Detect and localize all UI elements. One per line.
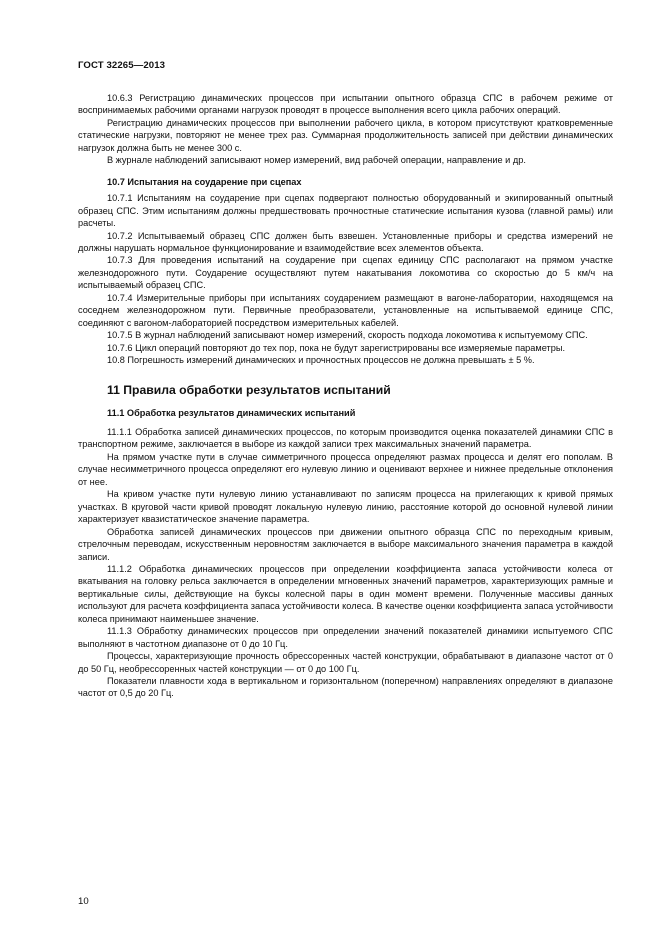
page-number: 10	[78, 896, 89, 907]
paragraph: 11.1.2 Обработка динамических процессов при определении коэффициента запаса устойчивости колеса от вкатывания на головку рельса заключается в определении мгновенных значений параметров, характеризующих рамные и вертикальные силы, действующие на буксы колесной пары в один момент времени. Полученные массивы данных используют для расчета коэффициента запаса устойчивости колеса. В качестве оценки коэффициента запаса устойчивости колеса принимают наименьшее значение.	[78, 563, 613, 624]
paragraph: Регистрацию динамических процессов при выполнении рабочего цикла, в котором присутствуют кратковременные статические нагрузки, повторяют не менее трех раз. Суммарная продолжительность записей при действии динамических нагрузок должна быть не менее 300 с.	[78, 117, 613, 153]
paragraph: Процессы, характеризующие прочность обрессоренных частей конструкции, обрабатывают в диапазоне частот от 0 до 50 Гц, необрессоренных частей конструкции — от 0 до 100 Гц.	[78, 651, 613, 674]
paragraph: 10.8 Погрешность измерений динамических и прочностных процессов не должна превышать ± 5 %.	[107, 355, 535, 366]
paragraph: 11.1.1 Обработка записей динамических процессов, по которым производится оценка показателей динамики СПС в транспортном режиме, заключается в выборе из каждой записи трех максимальных значений параметра.	[78, 426, 613, 450]
paragraph: На кривом участке пути нулевую линию устанавливают по записям процесса на прилегающих к кривой прямых участках. В круговой части кривой проводят локальную нулевую линию, расстояние которой до основной нулевой линии характеризует квазистатическое значение параметра.	[78, 489, 613, 525]
subsection-heading-11-1: 11.1 Обработка результатов динамических испытаний	[107, 407, 356, 418]
paragraph: 10.7.1 Испытаниям на соударение при сцепах подвергают полностью оборудованный и экипированный опытный образец СПС. Этим испытаниям должны предшествовать прочностные статические испытания кузова (главной рамы) или расчеты.	[78, 193, 613, 229]
paragraph: Обработка записей динамических процессов при движении опытного образца СПС по переходным кривым, стрелочным переводам, искусственным неровностям заключается в выборе максимального значения параметра в каждой записи.	[78, 526, 613, 562]
paragraph: 11.1.3 Обработку динамических процессов при определении значений показателей динамики испытуемого СПС выполняют в частотном диапазоне от 0 до 10 Гц.	[78, 626, 613, 649]
section-heading-11: 11 Правила обработки результатов испытаний	[107, 382, 391, 397]
document-header: ГОСТ 32265—2013	[78, 60, 166, 71]
paragraph: 10.7.4 Измерительные приборы при испытаниях соударением размещают в вагоне-лаборатории, находящемся на соседнем железнодорожном пути. Первичные преобразователи, установленные на испытываемой единице СПС, соединяют с вагоном-лабораторией посредством измерительных кабелей.	[78, 292, 613, 328]
document-body	[78, 92, 613, 700]
paragraph: На прямом участке пути в случае симметричного процесса определяют размах процесса и делят его пополам. В случае несимметричного процесса определяют его нулевую линию и оценивают верхнее и нижнее предельные отклонения от нее.	[78, 451, 613, 487]
paragraph: 10.7.6 Цикл операций повторяют до тех пор, пока не будут зарегистрированы все измеряемые параметры.	[107, 342, 565, 353]
paragraph: 10.7.2 Испытываемый образец СПС должен быть взвешен. Установленные приборы и средства измерений не должны нарушать нормальное функционирование и взаимодействие всех элементов объекта.	[78, 230, 613, 253]
paragraph: В журнале наблюдений записывают номер измерений, вид рабочей операции, направление и др.	[107, 155, 526, 166]
paragraph: Показатели плавности хода в вертикальном и горизонтальном (поперечном) направлениях определяют в диапазоне частот от 0,5 до 20 Гц.	[78, 676, 613, 699]
subsection-heading-10-7: 10.7 Испытания на соударение при сцепах	[107, 176, 302, 187]
paragraph: 10.7.5 В журнал наблюдений записывают номер измерений, скорость подхода локомотива к испытуемому СПС.	[107, 330, 588, 341]
paragraph: 10.7.3 Для проведения испытаний на соударение при сцепах единицу СПС располагают на прямом участке железнодорожного пути. Соударение осуществляют путем накатывания локомотива со скоростью до 5 км/ч на испытываемый образец СПС.	[78, 255, 613, 291]
paragraph: 10.6.3 Регистрацию динамических процессов при испытании опытного образца СПС в рабочем режиме от воспринимаемых рабочими органами нагрузок проводят в процессе выполнения всего цикла рабочих операций.	[78, 93, 613, 116]
